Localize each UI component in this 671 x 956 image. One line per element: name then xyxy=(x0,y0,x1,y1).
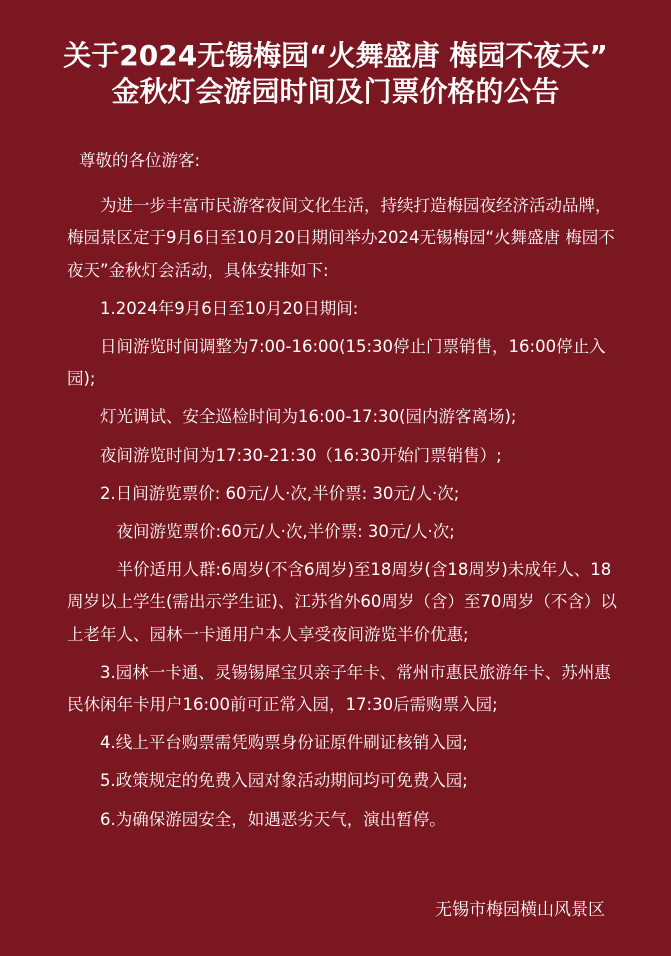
item-1-night-hours: 夜间游览时间为17:30-21:30（16:30开始门票销售）; xyxy=(100,445,502,465)
item-2-half-price-eligibility: 半价适用人群:6周岁(不含6周岁)至18周岁(含18周岁)未成年人、18周岁以上学生(需出示学生证)、江苏省外60周岁（含）至70周岁（不含）以上老年人、园林一卡通用户本人享受夜间游览半价优惠; xyxy=(67,560,617,644)
item-6-weather-notice: 6.为确保游园安全，如遇恶劣天气，演出暂停。 xyxy=(100,809,446,829)
notice-title xyxy=(0,38,671,110)
item-4-online-tickets: 4.线上平台购票需凭购票身份证原件刷证核销入园; xyxy=(100,733,468,753)
signature: 无锡市梅园横山风景区 xyxy=(435,900,605,920)
title-line-2: 金秋灯会游园时间及门票价格的公告 xyxy=(111,75,560,108)
item-1-lighting-hours: 灯光调试、安全巡检时间为16:00-17:30(园内游客离场); xyxy=(100,407,517,427)
item-1-heading: 1.2024年9月6日至10月20日期间: xyxy=(100,298,359,318)
item-5-free-entry: 5.政策规定的免费入园对象活动期间均可免费入园; xyxy=(100,771,468,791)
salutation: 尊敬的各位游客: xyxy=(79,151,201,170)
notice-body xyxy=(67,145,627,836)
intro-paragraph: 为进一步丰富市民游客夜间文化生活，持续打造梅园夜经济活动品牌，梅园景区定于9月6日至10月20日期间举办2024无锡梅园“火舞盛唐 梅园不夜天”金秋灯会活动，具体安排如下: xyxy=(67,196,615,280)
item-3-annual-cards: 3.园林一卡通、灵锡锡犀宝贝亲子年卡、常州市惠民旅游年卡、苏州惠民休闲年卡用户16:00前可正常入园，17:30后需购票入园; xyxy=(67,662,611,715)
item-1-day-hours: 日间游览时间调整为7:00-16:00(15:30停止门票销售，16:00停止入园); xyxy=(67,337,606,389)
item-2-day-price: 2.日间游览票价: 60元/人·次,半价票: 30元/人·次; xyxy=(100,483,460,503)
item-2-night-price: 夜间游览票价:60元/人·次,半价票: 30元/人·次; xyxy=(116,522,455,542)
title-line-1: 关于2024无锡梅园“火舞盛唐 梅园不夜天” xyxy=(63,39,608,72)
